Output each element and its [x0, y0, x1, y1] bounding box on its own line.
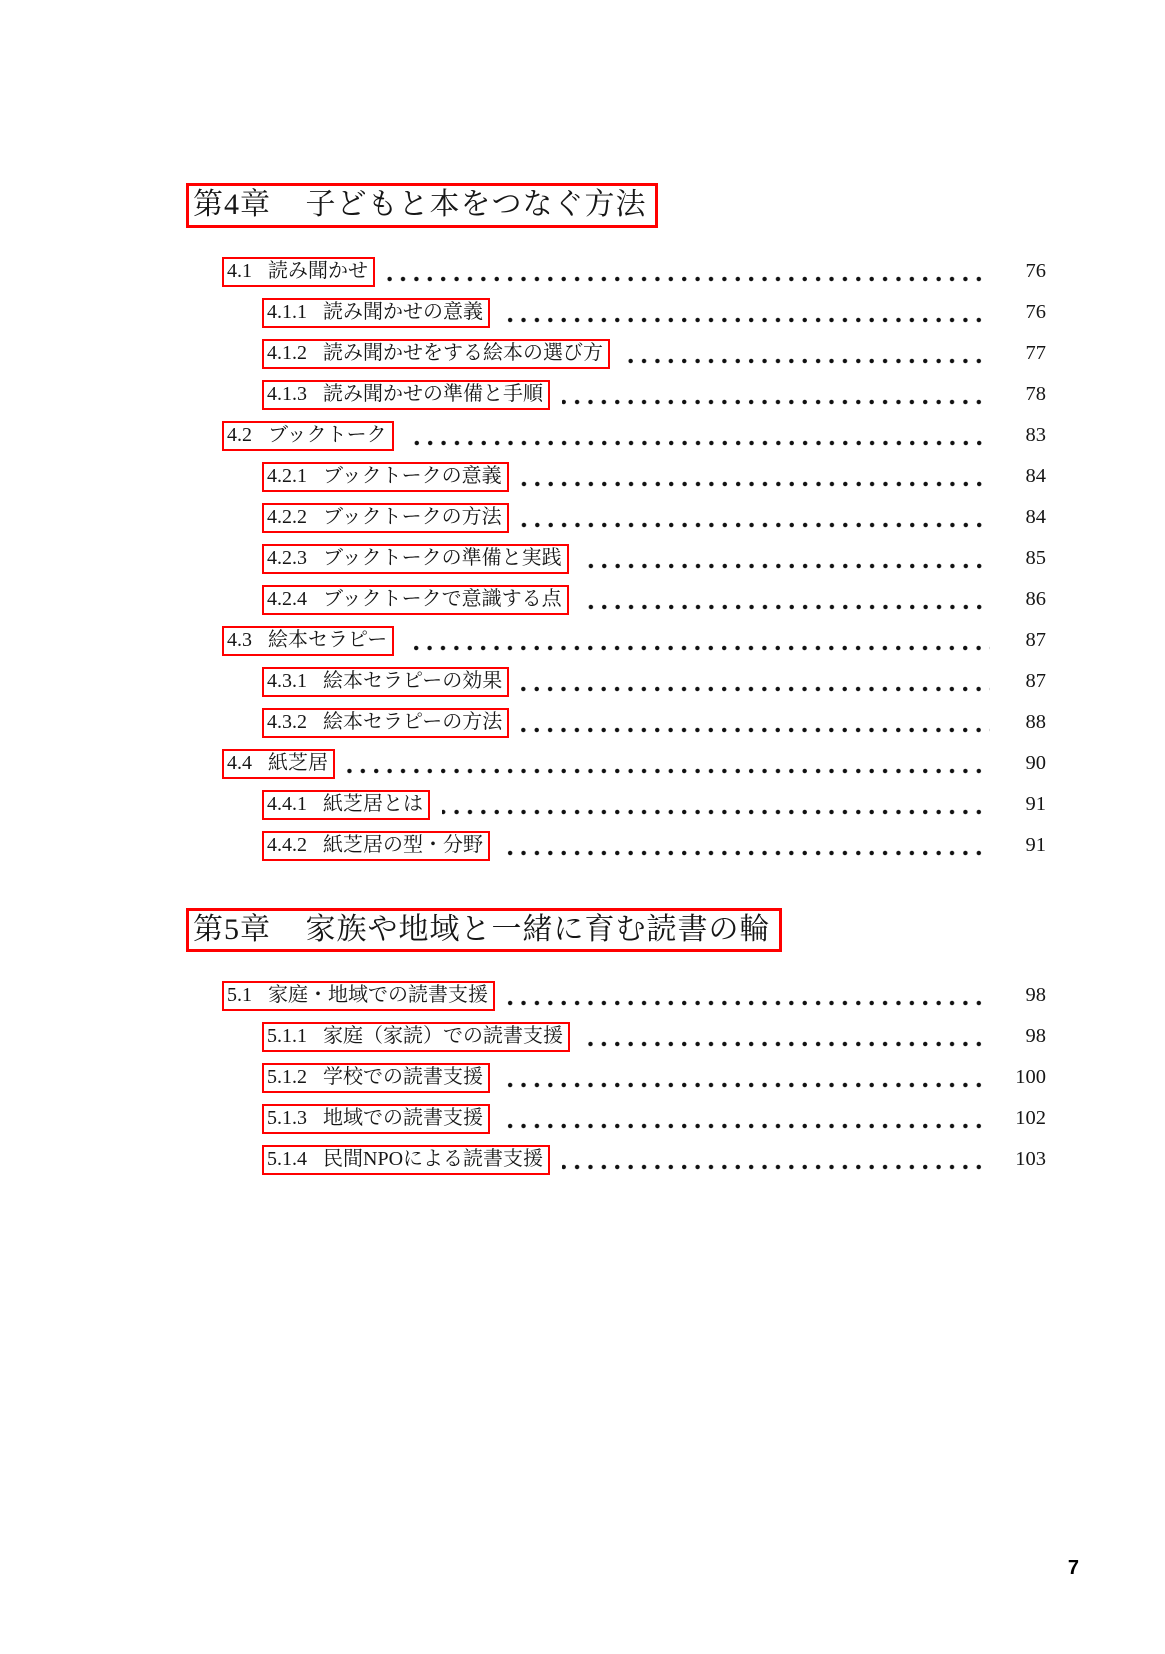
entry-annotated-box [262, 298, 490, 328]
dot-leader [562, 399, 990, 405]
dot-leader [521, 522, 990, 528]
dot-leader [406, 645, 990, 651]
chapter-number: 第5章 [193, 912, 271, 946]
entry-page-number: 83 [1025, 423, 1046, 446]
entry-title: 紙芝居 [268, 751, 328, 774]
dot-leader [502, 1123, 990, 1129]
entry-title: 民間NPOによる読書支援 [323, 1148, 544, 1171]
entry-annotated-box [222, 981, 495, 1011]
entry-title: ブックトーク [268, 423, 387, 446]
entry-annotated-box [262, 339, 610, 369]
entry-annotated-box [262, 790, 430, 820]
entry-number: 4.2.1 [267, 464, 307, 487]
entry-title: 絵本セラピー [268, 628, 388, 651]
entry-number: 4.2 [227, 423, 252, 446]
entry-annotated-box [262, 544, 569, 574]
chapter-heading-annotated-box [186, 183, 658, 228]
entry-title: 絵本セラピーの方法 [323, 710, 503, 733]
entry-number: 4.4.2 [267, 833, 307, 856]
entry-title: 読み聞かせの意義 [323, 300, 483, 323]
entry-title: 地域での読書支援 [323, 1107, 483, 1130]
toc-entry [262, 544, 1046, 574]
toc-entry [262, 298, 1046, 328]
entry-annotated-box [262, 708, 509, 738]
entry-title: 読み聞かせの準備と手順 [323, 382, 543, 405]
chapter-title-text: 子どもと本をつなぐ方法 [305, 188, 647, 221]
dot-leader [521, 727, 990, 733]
entry-title: 読み聞かせ [268, 259, 368, 282]
toc-entry [262, 380, 1046, 410]
entry-annotated-box [222, 749, 335, 779]
chapter-number: 第4章 [193, 188, 271, 221]
chapter-title-text: 家族や地域と一緒に育む読書の輪 [305, 912, 771, 946]
entry-title: 紙芝居とは [323, 792, 423, 815]
toc-entry [262, 462, 1046, 492]
entry-page-number: 90 [1025, 751, 1046, 774]
entry-page-number: 102 [1015, 1107, 1046, 1130]
toc-entry [222, 749, 1046, 779]
toc-entry [262, 1145, 1046, 1175]
entry-title: 絵本セラピーの効果 [323, 669, 503, 692]
entry-title: 家庭・地域での読書支援 [268, 984, 488, 1007]
entry-page-number: 98 [1025, 1025, 1046, 1048]
entry-number: 4.2.3 [267, 546, 307, 569]
toc-entry [262, 503, 1046, 533]
entry-number: 4.3 [227, 628, 252, 651]
entry-page-number: 91 [1025, 833, 1046, 856]
entry-annotated-box [262, 1145, 550, 1175]
dot-leader [347, 768, 990, 774]
entry-number: 4.3.1 [267, 669, 307, 692]
entry-page-number: 87 [1025, 669, 1046, 692]
dot-leader [581, 563, 990, 569]
entry-page-number: 103 [1015, 1148, 1046, 1171]
entry-number: 4.4 [227, 751, 252, 774]
dot-leader [502, 1082, 990, 1088]
toc-chapter [186, 183, 1046, 861]
entry-number: 5.1 [227, 984, 252, 1007]
toc-entry [262, 1063, 1046, 1093]
toc-chapter [186, 908, 1046, 1176]
dot-leader [582, 1041, 990, 1047]
toc-entry [222, 421, 1046, 451]
entry-title: ブックトークの意義 [323, 464, 502, 487]
toc-entry [222, 981, 1046, 1011]
dot-leader [406, 440, 990, 446]
dot-leader [521, 686, 990, 692]
entry-number: 4.2.2 [267, 505, 307, 528]
dot-leader [622, 358, 990, 364]
dot-leader [502, 850, 990, 856]
entry-number: 5.1.3 [267, 1107, 307, 1130]
entry-title: ブックトークで意識する点 [323, 587, 562, 610]
entry-number: 4.2.4 [267, 587, 307, 610]
entry-annotated-box [222, 421, 394, 451]
entry-page-number: 87 [1025, 628, 1046, 651]
entry-annotated-box [262, 1063, 490, 1093]
entry-annotated-box [262, 585, 569, 615]
dot-leader [581, 604, 990, 610]
entry-page-number: 78 [1025, 382, 1046, 405]
entry-title: 紙芝居の型・分野 [323, 833, 483, 856]
entry-page-number: 76 [1025, 300, 1046, 323]
entry-annotated-box [262, 380, 550, 410]
entry-annotated-box [262, 503, 509, 533]
toc-entry [262, 708, 1046, 738]
page-number: 7 [1067, 1557, 1079, 1579]
toc-entry [222, 626, 1046, 656]
chapter-entries [186, 257, 1046, 861]
toc-entry [262, 831, 1046, 861]
entry-page-number: 86 [1025, 587, 1046, 610]
entry-page-number: 98 [1025, 984, 1046, 1007]
dot-leader [521, 481, 990, 487]
entry-title: 家庭（家読）での読書支援 [323, 1025, 563, 1048]
toc-content [186, 183, 1046, 1186]
toc-entry [262, 1104, 1046, 1134]
entry-title: ブックトークの方法 [323, 505, 502, 528]
entry-number: 5.1.1 [267, 1025, 307, 1048]
dot-leader [502, 317, 990, 323]
dot-leader [387, 276, 990, 282]
dot-leader [562, 1164, 990, 1170]
entry-annotated-box [262, 1104, 490, 1134]
entry-annotated-box [262, 462, 509, 492]
entry-title: 読み聞かせをする絵本の選び方 [323, 341, 603, 364]
toc-entry [262, 790, 1046, 820]
entry-page-number: 77 [1025, 341, 1046, 364]
entry-number: 5.1.2 [267, 1066, 307, 1089]
toc-entry [262, 339, 1046, 369]
entry-annotated-box [262, 1022, 570, 1052]
entry-page-number: 84 [1025, 464, 1046, 487]
entry-page-number: 85 [1025, 546, 1046, 569]
entry-annotated-box [262, 831, 490, 861]
chapter-heading-annotated-box [186, 908, 782, 953]
entry-annotated-box [222, 257, 375, 287]
dot-leader [507, 1000, 990, 1006]
toc-entry [222, 257, 1046, 287]
entry-number: 5.1.4 [267, 1148, 307, 1171]
entry-number: 4.4.1 [267, 792, 307, 815]
entry-title: ブックトークの準備と実践 [323, 546, 562, 569]
dot-leader [442, 809, 990, 815]
entry-page-number: 84 [1025, 505, 1046, 528]
entry-page-number: 100 [1015, 1066, 1046, 1089]
entry-annotated-box [262, 667, 509, 697]
toc-entry [262, 585, 1046, 615]
entry-number: 4.3.2 [267, 710, 307, 733]
entry-number: 4.1.3 [267, 382, 307, 405]
entry-annotated-box [222, 626, 394, 656]
entry-title: 学校での読書支援 [323, 1066, 483, 1089]
entry-number: 4.1.2 [267, 341, 307, 364]
entry-page-number: 76 [1025, 259, 1046, 282]
toc-entry [262, 667, 1046, 697]
chapter-entries [186, 981, 1046, 1175]
entry-number: 4.1 [227, 259, 252, 282]
entry-page-number: 88 [1025, 710, 1046, 733]
toc-entry [262, 1022, 1046, 1052]
entry-number: 4.1.1 [267, 300, 307, 323]
entry-page-number: 91 [1025, 792, 1046, 815]
